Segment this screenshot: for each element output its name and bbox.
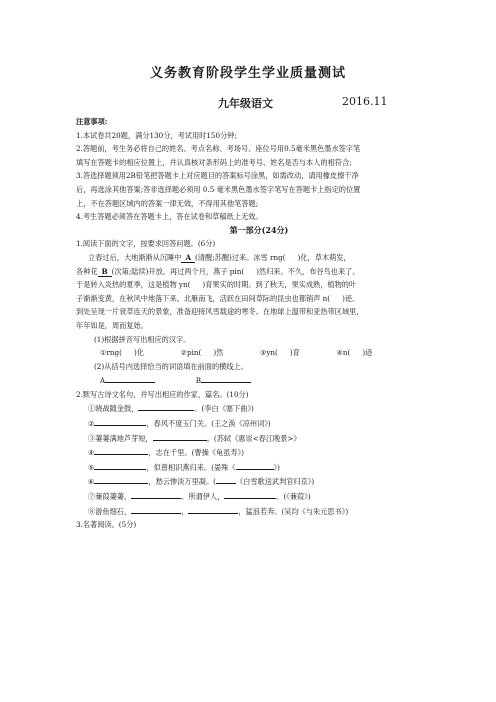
option-3-b: n( (270, 348, 278, 358)
text: ，志在千里。(曹操《龟虽寿》) (148, 448, 244, 458)
text: ，愁云惨淡万里凝。( (148, 477, 216, 487)
q1-passage-line-1 (76, 251, 442, 265)
option-1-c: )化 (133, 348, 144, 358)
text: ，似曾相识燕归来。(晏殊《 (146, 462, 236, 472)
fill-blank (94, 416, 146, 426)
note-1: 1.本试卷共20题，满分130分，考试用时150分钟; (76, 130, 237, 140)
text: ，春风不度玉门关。(王之涣《凉州词》) (146, 419, 271, 429)
text: (次第;陆续)开放。再过两个月，燕子 pi (111, 266, 237, 276)
fill-blank (188, 504, 238, 514)
q2-line-8 (76, 504, 442, 519)
fill-blank (94, 445, 148, 455)
fill-blank (131, 489, 181, 499)
text: 。(苏轼《惠崇<春江晚景>》 (206, 433, 301, 443)
text: ⑥ (88, 477, 95, 487)
text: )化，草木萌发， (297, 252, 351, 262)
note-3a: 3.答选择题须用2B铅笔把答题卡上对应题目的答案标号涂黑，如需改动，请用橡皮擦干净 (76, 171, 359, 181)
note-3b: 后，再选涂其他答案;答非选择题必须用 0.5 毫米黑色墨水签字笔写在答题卡上指定的位置 (76, 184, 361, 194)
option-2-c: )然 (213, 348, 224, 358)
q1-passage-line-6: 年年如是，周而复始。 (76, 320, 148, 330)
option-1-b: ng( (109, 348, 122, 358)
q1-passage-line-2 (76, 265, 442, 279)
text: 于是转入炎热的夏季，这是植物 y (76, 280, 183, 290)
text: ( (327, 293, 331, 303)
q2-line-2 (76, 416, 442, 431)
text: ④ (88, 448, 95, 458)
option-1: ①r (100, 348, 110, 358)
text: (清醒;苏醒)过来。冰雪 r (195, 252, 274, 262)
text: )然归来。不久，布谷鸟也来了。 (256, 266, 360, 276)
fill-blank (236, 460, 274, 470)
text: )迹。 (342, 293, 360, 303)
note-2a: 2.答题前，考生务必将自己的姓名、考点名称、考场号、座位号用0.5毫米黑色墨水签字笔 (76, 144, 361, 154)
exam-title: 义务教育阶段学生学业质量测试 (149, 66, 346, 81)
fill-blank (131, 504, 181, 514)
answer-b-blank (201, 373, 251, 383)
option-4-c: )迹 (362, 348, 373, 358)
option-4: ④n (336, 348, 348, 358)
text: ⑦蒹葭萋萋， (88, 492, 132, 502)
option-4-b: ( (347, 348, 351, 358)
q2-line-5 (76, 460, 442, 475)
text: ③萋萋满地芦芽短， (88, 433, 153, 443)
text: ⑤ (88, 462, 95, 472)
q1-sub2: (2)从括号内选择恰当的词语填在前面的横线上。 (94, 361, 248, 371)
q1-stem: 1.阅读下面的文字，按要求回答问题。(6分) (76, 239, 216, 249)
q2-stem: 2.默写古诗文名句，并写出相应的作家、篇名。(10分) (76, 389, 249, 399)
fill-blank (138, 401, 194, 411)
fill-blank (153, 431, 207, 441)
text: ⑧游鱼细石， (88, 506, 132, 516)
text: 。所谓伊人， (181, 492, 225, 502)
note-3c: 上，不在答题区域内的答案一律无效，不得用其他笔答题; (76, 198, 259, 208)
note-4: 4.考生答题必须答在答题卡上，答在试卷和草稿纸上无效。 (76, 212, 263, 222)
option-3-c: )育 (289, 348, 300, 358)
text: 立春过后，大地渐渐从沉睡中 (88, 252, 182, 262)
q2-line-7 (76, 489, 442, 504)
q3-stem: 3.名著阅读。(5分) (76, 520, 137, 530)
option-2: ②pi (180, 348, 194, 358)
answer-a-blank (105, 373, 155, 383)
text: n( (182, 280, 191, 290)
text: n( (236, 266, 245, 276)
part1-heading: 第一部分(24分) (229, 224, 289, 235)
notes-heading: 注意事项: (76, 117, 108, 126)
q1-passage-line-5: 到处呈现一片衰草连天的景象，准备迎接风雪载途的寒冬。在地球上温带和亚热带区域里， (76, 307, 364, 317)
text: ng( (273, 252, 286, 262)
q2-line-3 (76, 431, 442, 446)
text: )育果实的时期。到了秋天，果实成熟，植物的叶 (202, 280, 357, 290)
fill-blank (94, 474, 148, 484)
option-2-b: n( (193, 348, 202, 358)
text: 。(李白《塞下曲》) (194, 404, 254, 414)
exam-date: 2016.11 (342, 95, 388, 108)
q2-line-4 (76, 445, 442, 460)
answer-b-label: B (195, 376, 202, 386)
exam-body (76, 115, 442, 532)
text: ② (88, 419, 95, 429)
text: 》) (273, 462, 280, 472)
q1-passage-line-3 (76, 278, 442, 292)
q2-line-1 (76, 401, 442, 416)
text: 子渐渐变黄，在秋风中地落下来。北雁南飞，活跃在田间草际的昆虫也都销声 n (76, 293, 328, 303)
q1-sub2-answers (76, 373, 442, 388)
grade-subject: 九年级语文 (218, 97, 273, 110)
fill-blank (224, 489, 276, 499)
text: 各种花 (76, 266, 98, 276)
text: ，猛浪若奔。(吴均《与朱元思书》) (238, 506, 349, 516)
q2-line-6 (76, 474, 442, 489)
answer-a-label: A (100, 376, 106, 386)
text: 《白雪歌送武判官归京》) (235, 477, 315, 487)
q1-passage-line-4 (76, 292, 442, 306)
blank-a-mark: A (181, 253, 195, 263)
text: ①晓战随金鼓， (88, 404, 139, 414)
text: ， (181, 506, 189, 516)
q1-sub1: (1)根据拼音写出相应的汉字。 (94, 334, 191, 344)
q1-sub1-options (76, 346, 442, 360)
fill-blank (216, 474, 236, 484)
fill-blank (94, 460, 146, 470)
option-3: ③y (259, 348, 271, 358)
note-2b: 填写在答题卡的相应位置上，并认真核对条形码上的准考号、姓名是否与本人的相符合; (76, 157, 352, 167)
blank-b-mark: B (98, 267, 112, 277)
text: 。(《蒹葭》) (276, 492, 311, 502)
